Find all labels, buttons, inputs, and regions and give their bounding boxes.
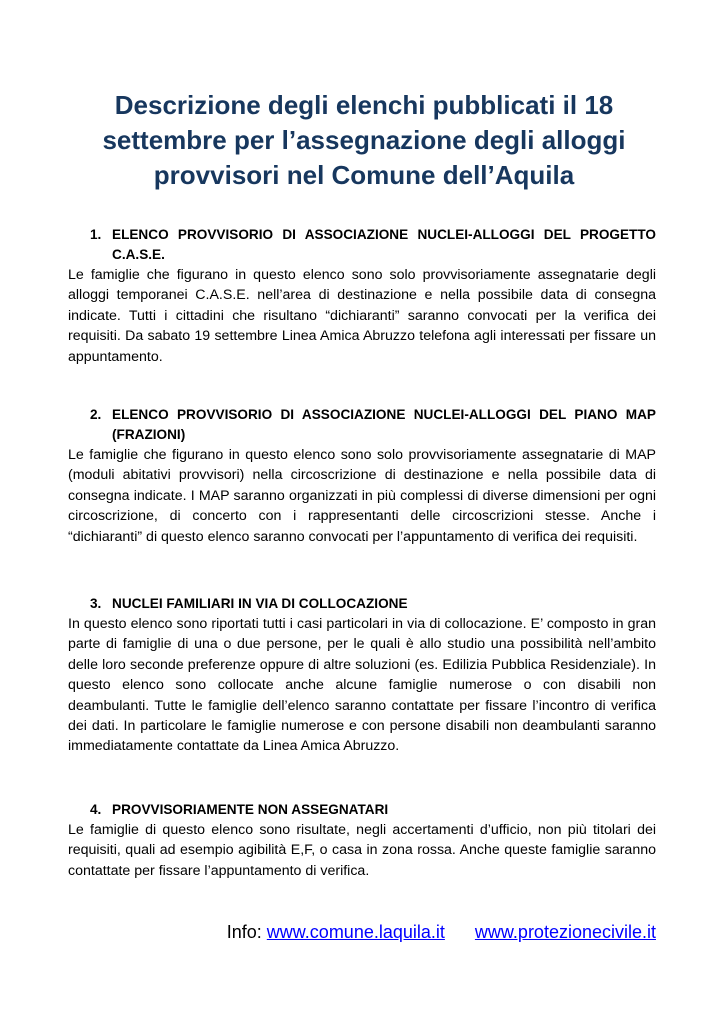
protezionecivile-link[interactable]: www.protezionecivile.it (474, 922, 656, 942)
section-in-via-di-collocazione (68, 594, 656, 757)
section-heading (68, 405, 656, 445)
info-label: Info: (226, 922, 262, 942)
section-body: In questo elenco sono riportati tutti i casi particolari in via di collocazione. E’ composto in gran parte di famiglie di una o due persone, per le quali è allo studio una possibilità nell’ambito delle loro seconde preferenze oppure di altre soluzioni (es. Edilizia Pubblica Residenziale). In questo elenco sono collocate anche alcune famiglie numerose o con disabili non deambulanti. Tutte le famiglie dell’elenco saranno contattate per fissare l’incontro di verifica dei dati. In particolare le famiglie numerose e con persone disabili non deambulanti saranno immediatamente contattate da Linea Amica Abruzzo. (68, 616, 656, 755)
section-non-assegnatari (68, 800, 656, 881)
section-heading (68, 800, 656, 820)
section-heading (68, 594, 656, 614)
section-heading-text: ELENCO PROVVISORIO DI ASSOCIAZIONE NUCLEI-ALLOGGI DEL PIANO MAP (FRAZIONI) (112, 407, 656, 442)
section-heading (68, 225, 656, 265)
section-number: 4. (90, 802, 102, 817)
section-heading-text: ELENCO PROVVISORIO DI ASSOCIAZIONE NUCLEI-ALLOGGI DEL PROGETTO C.A.S.E. (112, 227, 656, 262)
section-heading-text: PROVVISORIAMENTE NON ASSEGNATARI (112, 802, 389, 817)
section-number: 2. (90, 407, 102, 422)
section-body: Le famiglie di questo elenco sono risultate, negli accertamenti d’ufficio, non più titolari dei requisiti, quali ad esempio agibilità E,F, o casa in zona rossa. Anche queste famiglie saranno contattate per fissare l’appuntamento di verifica. (68, 822, 656, 879)
section-number: 3. (90, 596, 102, 611)
section-body: Le famiglie che figurano in questo elenco sono solo provvisoriamente assegnatarie di MAP (moduli abitativi provvisori) nella circoscrizione di destinazione e nella possibile data di consegna indicate. I MAP saranno organizzati in più complessi di diverse dimensioni per ogni circoscrizione, di concerto con i rappresentanti delle circoscrizioni stesse. Anche i “dichiaranti” di questo elenco saranno convocati per l’appuntamento di verifica dei requisiti. (68, 447, 656, 545)
section-number: 1. (90, 227, 102, 242)
page-title: Descrizione degli elenchi pubblicati il 18 settembre per l’assegnazione degli alloggi provvisori nel Comune dell’Aquila (102, 90, 626, 190)
section-map (68, 405, 656, 547)
section-case (68, 225, 656, 367)
info-footer (227, 920, 656, 944)
comune-link[interactable]: www.comune.laquila.it (266, 922, 445, 942)
section-body: Le famiglie che figurano in questo elenco sono solo provvisoriamente assegnatarie degli alloggi temporanei C.A.S.E. nell’area di destinazione e nella possibile data di consegna indicate. Tutti i cittadini che risultano “dichiaranti” saranno convocati per la verifica dei requisiti. Da sabato 19 settembre Linea Amica Abruzzo telefona agli interessati per fissare un appuntamento. (68, 267, 656, 365)
section-heading-text: NUCLEI FAMILIARI IN VIA DI COLLOCAZIONE (112, 596, 408, 611)
